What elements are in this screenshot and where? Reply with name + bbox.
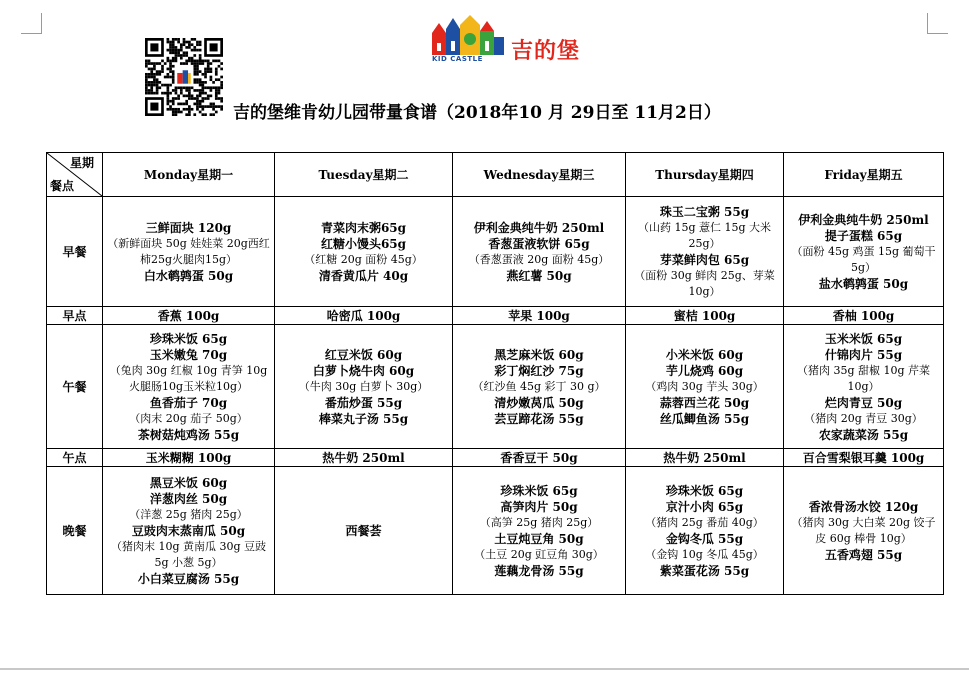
meal-row — [47, 307, 944, 325]
dish-line: 丝瓜鲫鱼汤 55g — [659, 411, 750, 426]
crop-mark-top-left — [21, 13, 42, 34]
meal-row — [47, 197, 944, 307]
dish-line: 热牛奶 250ml — [322, 450, 405, 465]
dish-line: 鱼香茄子 70g — [149, 395, 228, 410]
menu-cell — [103, 197, 275, 307]
menu-cell — [275, 325, 453, 449]
dish-line: 莲藕龙骨汤 55g — [494, 563, 584, 578]
dish-line: 高笋肉片 50g — [500, 499, 578, 514]
ingredient-line: （猪肉 20g 青豆 30g） — [804, 411, 923, 425]
menu-cell — [453, 197, 626, 307]
dish-line: 蜜桔 100g — [673, 308, 736, 323]
day-header: Wednesday星期三 — [453, 153, 626, 197]
dish-line: 清香黄瓜片 40g — [318, 268, 409, 283]
ingredient-line: （红糖 20g 面粉 45g） — [304, 252, 423, 266]
dish-line: 金钩冬瓜 55g — [665, 531, 744, 546]
page-edge — [0, 668, 969, 670]
menu-cell — [626, 449, 784, 467]
menu-cell — [103, 449, 275, 467]
dish-line: 黑豆米饭 60g — [149, 475, 228, 490]
dish-line: 哈密瓜 100g — [326, 308, 401, 323]
meal-label: 午餐 — [47, 325, 103, 449]
dish-line: 芋儿烧鸡 60g — [665, 363, 744, 378]
ingredient-line: （猪肉末 10g 黄南瓜 30g 豆豉 5g 小葱 5g） — [110, 539, 267, 569]
dish-line: 京汁小肉 65g — [665, 499, 744, 514]
dish-line: 玉米糊糊 100g — [145, 450, 232, 465]
menu-cell — [453, 307, 626, 325]
dish-line: 伊利金典纯牛奶 250ml — [798, 212, 929, 227]
dish-line: 烂肉青豆 50g — [824, 395, 903, 410]
meal-label: 早点 — [47, 307, 103, 325]
ingredient-line: （面粉 45g 鸡蛋 15g 葡萄干 5g） — [791, 244, 936, 274]
corner-weekday-label: 星期 — [69, 156, 94, 170]
dish-line: 香香豆干 50g — [500, 450, 578, 465]
dish-line: 珍珠米饭 65g — [500, 483, 578, 498]
day-header: Monday星期一 — [103, 153, 275, 197]
dish-line: 红豆米饭 60g — [324, 347, 403, 362]
ingredient-line: （山药 15g 薏仁 15g 大米 25g） — [637, 220, 772, 250]
dish-line: 洋葱肉丝 50g — [149, 491, 228, 506]
corner-meal-label: 餐点 — [50, 179, 75, 193]
corner-header — [47, 153, 103, 197]
dish-line: 珍珠米饭 65g — [149, 331, 228, 346]
dish-line: 三鲜面块 120g — [145, 220, 232, 235]
ingredient-line: （兔肉 30g 红椒 10g 青笋 10g火腿肠10g玉米粒10g） — [109, 363, 268, 393]
menu-cell — [626, 325, 784, 449]
dish-line: 西餐荟 — [345, 523, 382, 538]
dish-line: 提子蛋糕 65g — [824, 228, 903, 243]
dish-line: 茶树菇炖鸡汤 55g — [137, 427, 240, 442]
dish-line: 番茄炒蛋 55g — [324, 395, 403, 410]
dish-line: 香柚 100g — [832, 308, 895, 323]
menu-cell — [784, 467, 944, 595]
dish-line: 盐水鹌鹑蛋 50g — [818, 276, 909, 291]
dish-line: 百合雪梨银耳羹 100g — [802, 450, 925, 465]
menu-cell — [626, 467, 784, 595]
ingredient-line: （土豆 20g 豇豆角 30g） — [474, 547, 604, 561]
meal-label: 晚餐 — [47, 467, 103, 595]
menu-cell — [275, 197, 453, 307]
menu-cell — [103, 307, 275, 325]
dish-line: 蒜蓉西兰花 50g — [659, 395, 750, 410]
ingredient-line: （金钩 10g 冬瓜 45g） — [645, 547, 764, 561]
dish-line: 芸豆蹄花汤 55g — [494, 411, 584, 426]
qr-code-icon — [145, 38, 223, 116]
dish-line: 紫菜蛋花汤 55g — [659, 563, 750, 578]
crop-mark-top-right — [927, 13, 948, 34]
menu-cell — [784, 307, 944, 325]
ingredient-line: （猪肉 30g 大白菜 20g 饺子皮 60g 棒骨 10g） — [791, 515, 936, 545]
dish-line: 小白菜豆腐汤 55g — [137, 571, 240, 586]
ingredient-line: （牛肉 30g 白萝卜 30g） — [298, 379, 429, 393]
menu-cell — [453, 325, 626, 449]
dish-line: 香葱蛋液软饼 65g — [488, 236, 590, 251]
ingredient-line: （洋葱 25g 猪肉 25g） — [129, 507, 248, 521]
header-row — [47, 153, 944, 197]
dish-line: 土豆炖豆角 50g — [494, 531, 584, 546]
dish-line: 玉米米饭 65g — [824, 331, 903, 346]
dish-line: 苹果 100g — [508, 308, 570, 323]
ingredient-line: （红沙鱼 45g 彩丁 30 g） — [472, 379, 606, 393]
dish-line: 彩丁焖红沙 75g — [494, 363, 584, 378]
ingredient-line: （猪肉 25g 番茄 40g） — [645, 515, 764, 529]
dish-line: 珍珠米饭 65g — [665, 483, 744, 498]
page-title: 吉的堡维肯幼儿园带量食谱（2018年10 月 29日至 11月2日） — [233, 103, 721, 123]
menu-table — [46, 152, 944, 595]
day-header: Thursday星期四 — [626, 153, 784, 197]
ingredient-line: （香葱蛋液 20g 面粉 45g） — [468, 252, 610, 266]
dish-line: 棒菜丸子汤 55g — [318, 411, 409, 426]
dish-line: 小米米饭 60g — [665, 347, 744, 362]
day-header: Friday星期五 — [784, 153, 944, 197]
dish-line: 珠玉二宝粥 55g — [659, 204, 750, 219]
menu-cell — [453, 467, 626, 595]
menu-cell — [275, 449, 453, 467]
meal-label: 午点 — [47, 449, 103, 467]
meal-row — [47, 467, 944, 595]
ingredient-line: （新鲜面块 50g 娃娃菜 20g西红柿25g火腿肉15g） — [107, 236, 270, 266]
dish-line: 黑芝麻米饭 60g — [494, 347, 584, 362]
ingredient-line: （高笋 25g 猪肉 25g） — [479, 515, 599, 529]
dish-line: 白水鹌鹑蛋 50g — [143, 268, 234, 283]
menu-cell — [275, 307, 453, 325]
menu-cell — [784, 325, 944, 449]
day-header: Tuesday星期二 — [275, 153, 453, 197]
dish-line: 什锦肉片 55g — [824, 347, 903, 362]
menu-cell — [103, 325, 275, 449]
brand-name: 吉的堡 — [511, 39, 581, 64]
dish-line: 燕红薯 50g — [506, 268, 572, 283]
menu-cell — [784, 197, 944, 307]
dish-line: 香蕉 100g — [157, 308, 220, 323]
dish-line: 香浓骨汤水饺 120g — [808, 499, 919, 514]
dish-line: 伊利金典纯牛奶 250ml — [473, 220, 605, 235]
meal-row — [47, 449, 944, 467]
menu-cell — [103, 467, 275, 595]
ingredient-line: （猪肉 35g 甜椒 10g 芹菜 10g） — [796, 363, 931, 393]
menu-cell — [784, 449, 944, 467]
ingredient-line: （面粉 30g 鲜肉 25g、芽菜 10g） — [634, 268, 775, 298]
dish-line: 农家蔬菜汤 55g — [818, 427, 909, 442]
dish-line: 红糖小馒头65g — [320, 236, 407, 251]
menu-cell — [626, 197, 784, 307]
dish-line: 热牛奶 250ml — [663, 450, 746, 465]
dish-line: 青菜肉末粥65g — [320, 220, 407, 235]
brand-sub: KID CASTLE — [432, 55, 483, 63]
ingredient-line: （肉末 20g 茄子 50g） — [129, 411, 248, 425]
menu-cell — [275, 467, 453, 595]
menu-cell — [626, 307, 784, 325]
dish-line: 芽菜鲜肉包 65g — [659, 252, 750, 267]
dish-line: 清炒嫩莴瓜 50g — [494, 395, 584, 410]
meal-row — [47, 325, 944, 449]
dish-line: 白萝卜烧牛肉 60g — [312, 363, 415, 378]
dish-line: 五香鸡翅 55g — [824, 547, 903, 562]
menu-cell — [453, 449, 626, 467]
meal-label: 早餐 — [47, 197, 103, 307]
dish-line: 豆豉肉末蒸南瓜 50g — [131, 523, 246, 538]
dish-line: 玉米嫩兔 70g — [149, 347, 228, 362]
ingredient-line: （鸡肉 30g 芋头 30g） — [645, 379, 764, 393]
